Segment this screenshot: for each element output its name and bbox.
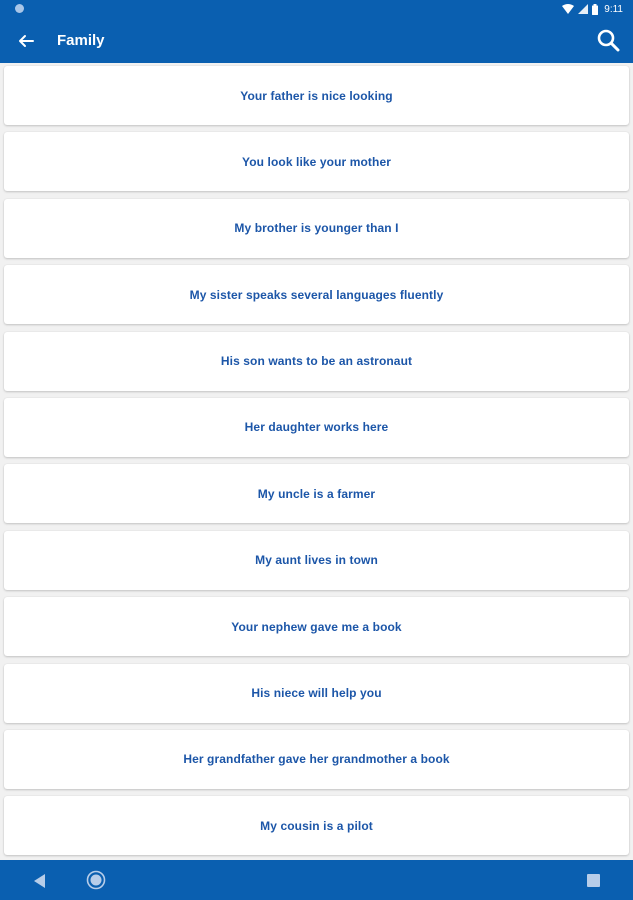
- arrow-left-icon: [18, 33, 34, 49]
- phrase-text: My sister speaks several languages fluently: [189, 287, 444, 302]
- nav-home-icon[interactable]: [86, 870, 106, 890]
- phrase-card[interactable]: [4, 398, 629, 457]
- phrase-card[interactable]: [4, 199, 629, 258]
- phrase-card[interactable]: [4, 796, 629, 855]
- back-button[interactable]: [12, 27, 40, 55]
- phrase-list: [4, 66, 629, 863]
- status-time: 9:11: [604, 3, 623, 15]
- status-icons: [562, 2, 623, 16]
- wifi-icon: [562, 4, 574, 14]
- phrase-text: His niece will help you: [251, 686, 382, 701]
- status-bar: [0, 0, 633, 18]
- phrase-card[interactable]: [4, 66, 629, 125]
- phrase-text: My aunt lives in town: [255, 553, 378, 568]
- phrase-text: You look like your mother: [242, 154, 391, 169]
- app-bar: [0, 18, 633, 63]
- phrase-text: His son wants to be an astronaut: [220, 354, 413, 369]
- search-button[interactable]: [593, 25, 623, 55]
- nav-back-icon[interactable]: [31, 872, 49, 890]
- phrase-text: My brother is younger than I: [234, 221, 399, 236]
- phrase-card[interactable]: [4, 332, 629, 391]
- phrase-text: Her grandfather gave her grandmother a book: [183, 752, 450, 767]
- navigation-bar: [0, 860, 633, 900]
- phrase-text: Her daughter works here: [244, 420, 389, 435]
- phrase-card[interactable]: [4, 730, 629, 789]
- phrase-card[interactable]: [4, 464, 629, 523]
- search-icon: [596, 28, 620, 52]
- phrase-card[interactable]: [4, 531, 629, 590]
- phrase-text: My cousin is a pilot: [260, 818, 373, 833]
- phrase-card[interactable]: [4, 265, 629, 324]
- phrase-text: My uncle is a farmer: [257, 486, 376, 501]
- page-title: Family: [57, 32, 105, 49]
- phrase-card[interactable]: [4, 664, 629, 723]
- notification-dot-icon: [15, 4, 24, 13]
- battery-icon: [592, 4, 598, 15]
- phrase-card[interactable]: [4, 132, 629, 191]
- phrase-text: Your nephew gave me a book: [231, 619, 402, 634]
- signal-icon: [578, 4, 588, 14]
- phrase-card[interactable]: [4, 597, 629, 656]
- phrase-text: Your father is nice looking: [240, 88, 393, 103]
- nav-recent-apps-icon[interactable]: [587, 874, 600, 887]
